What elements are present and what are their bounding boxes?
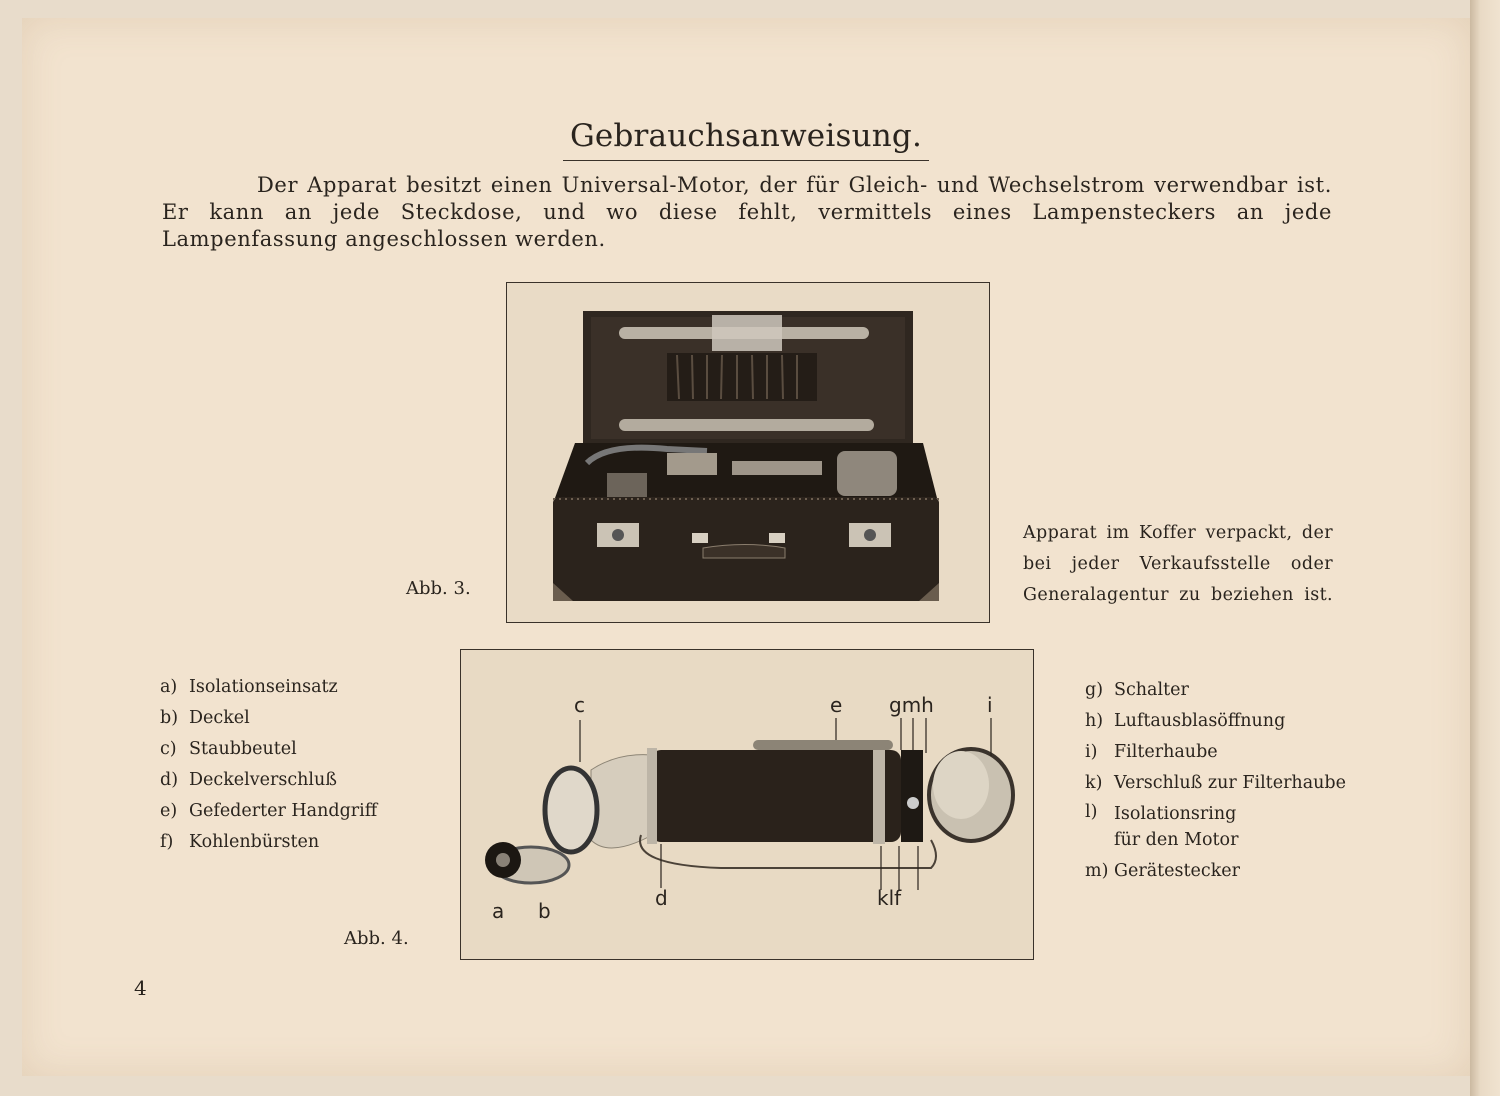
- page-number: 4: [134, 976, 147, 1000]
- vacuum-parts-illustration: [461, 650, 1033, 959]
- legend-item: d) Deckelverschluß: [160, 770, 337, 790]
- mark-e: e: [830, 693, 843, 717]
- title-underline: [563, 160, 929, 161]
- intro-paragraph: [162, 172, 1332, 253]
- legend-item: e) Gefederter Handgriff: [160, 801, 378, 821]
- legend-right: [1085, 675, 1346, 887]
- legend-item: c) Staubbeutel: [160, 739, 297, 759]
- mark-c: c: [574, 693, 585, 717]
- legend-item: b) Deckel: [160, 708, 250, 728]
- legend-left: [160, 672, 377, 858]
- figure-3-label: Abb. 3.: [406, 578, 471, 599]
- legend-item: i) Filterhaube: [1085, 742, 1218, 762]
- legend-item: k) Verschluß zur Filterhaube: [1085, 773, 1346, 793]
- page-title: Gebrauchsanweisung.: [569, 118, 923, 154]
- mark-i: i: [987, 693, 993, 717]
- mark-b: b: [538, 899, 551, 923]
- mark-d: d: [655, 886, 668, 910]
- mark-gmh: gmh: [889, 693, 934, 717]
- legend-item: h) Luftausblasöffnung: [1085, 711, 1286, 731]
- intro-text: Der Apparat besitzt einen Universal-Motor, der für Gleich- und Wechselstrom verwendbar ist. Er kann an jede Steckdose, und wo diese fehlt, vermittels eines Lampensteckers an jede Lampenfassung angeschlossen werden.: [162, 173, 1332, 251]
- suitcase-illustration: [507, 283, 989, 622]
- legend-item: g) Schalter: [1085, 680, 1189, 700]
- legend-item: l) Isolationsring für den Motor: [1085, 802, 1239, 850]
- mark-a: a: [492, 899, 505, 923]
- figure-4-label: Abb. 4.: [344, 928, 409, 949]
- book-spine: [1470, 0, 1500, 1096]
- figure-3-photo: [506, 282, 990, 623]
- legend-item: a) Isolationseinsatz: [160, 677, 338, 697]
- figure-4-photo: [460, 649, 1034, 960]
- figure-3-caption: Apparat im Koffer verpackt, der bei jeder Verkaufsstelle oder Generalagentur zu beziehen ist.: [1023, 523, 1333, 605]
- legend-item: f) Kohlenbürsten: [160, 832, 320, 852]
- mark-klf: klf: [877, 886, 902, 910]
- legend-item: m) Gerätestecker: [1085, 861, 1241, 881]
